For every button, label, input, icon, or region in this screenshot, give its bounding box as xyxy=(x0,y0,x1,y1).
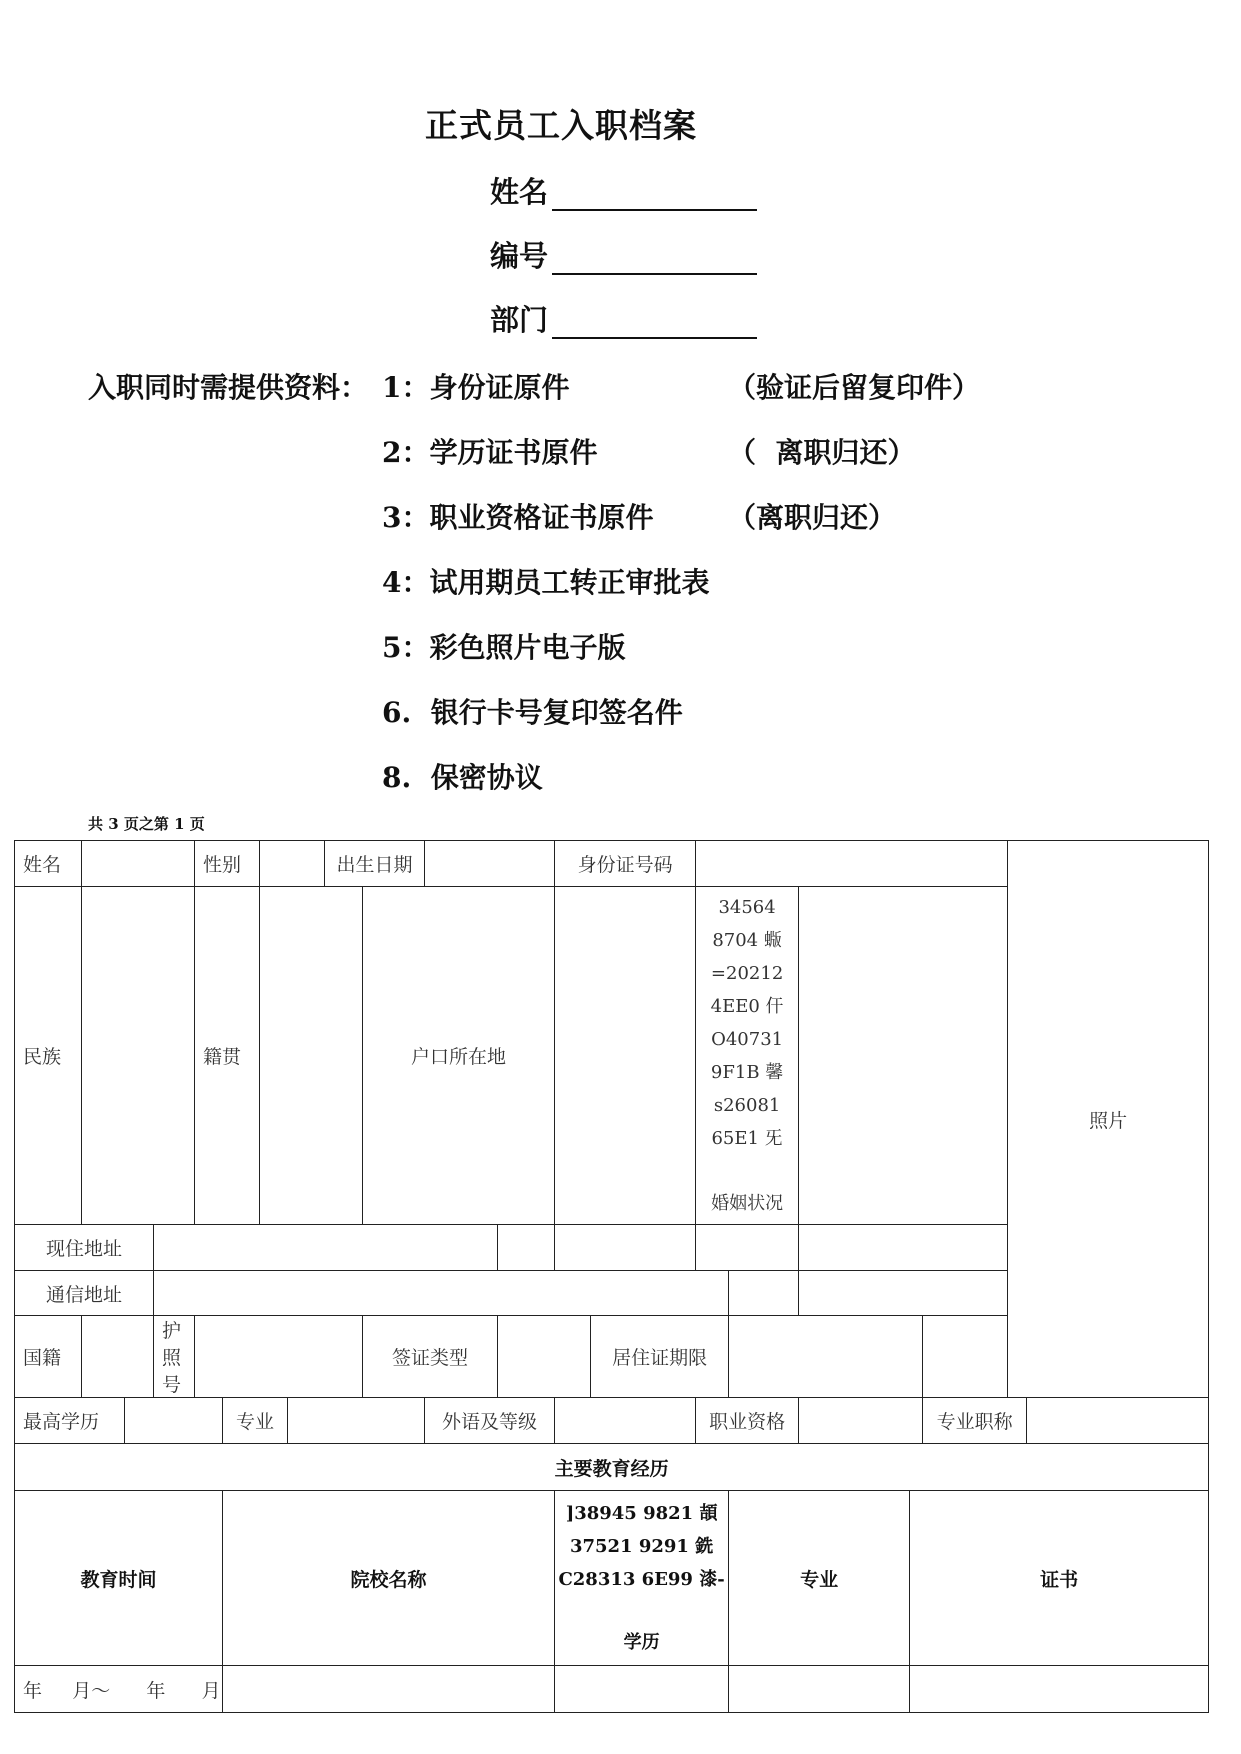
household-label-cell: 户口所在地 xyxy=(363,887,555,1225)
title-rank-label-cell: 专业职称 xyxy=(923,1398,1027,1444)
requirements-label: 入职同时需提供资料： xyxy=(88,371,369,404)
requirement-item: 6. 银行卡号复印签名件 xyxy=(382,696,683,729)
residence-period-input-cell[interactable] xyxy=(729,1316,923,1398)
name-label-cell: 姓名 xyxy=(15,841,82,887)
marital-input-cell[interactable] xyxy=(799,887,1008,1225)
requirement-item: 4：试用期员工转正审批表 xyxy=(382,566,710,599)
birth-date-label-cell: 出生日期 xyxy=(325,841,425,887)
title-rank-input-cell[interactable] xyxy=(1027,1398,1209,1444)
passport-input-cell[interactable] xyxy=(195,1316,363,1398)
page-info: 共 3 页之第 1 页 xyxy=(88,815,205,833)
degree-header xyxy=(555,1491,729,1666)
qualification-input-cell[interactable] xyxy=(799,1398,923,1444)
requirement-note: （ 离职归还） xyxy=(728,436,916,469)
edu-major-cell[interactable] xyxy=(729,1666,910,1713)
education-section-header: 主要教育经历 xyxy=(15,1444,1209,1491)
gender-label-cell: 性别 xyxy=(195,841,260,887)
name-input-cell[interactable] xyxy=(82,841,195,887)
degree-garbled-text: ]38945 9821 頡 37521 9291 銑 C28313 6E99 漆- 学历 xyxy=(557,1497,726,1659)
visa-type-input-cell[interactable] xyxy=(498,1316,591,1398)
native-place-label-cell: 籍贯 xyxy=(195,887,260,1225)
visa-type-label-cell: 签证类型 xyxy=(363,1316,498,1398)
requirement-note: （离职归还） xyxy=(728,501,897,534)
gender-input-cell[interactable] xyxy=(260,841,325,887)
requirement-item: 8. 保密协议 xyxy=(382,761,543,794)
degree-label: 学历 xyxy=(623,1632,660,1653)
qualification-label-cell: 职业资格 xyxy=(696,1398,799,1444)
mail-address-label-cell: 通信地址 xyxy=(15,1271,154,1316)
ethnicity-input-cell[interactable] xyxy=(82,887,195,1225)
residence-period-label-cell: 居住证期限 xyxy=(591,1316,729,1398)
id-number-label-cell: 身份证号码 xyxy=(555,841,696,887)
nationality-input-cell[interactable] xyxy=(82,1316,154,1398)
edu-certificate-cell[interactable] xyxy=(910,1666,1209,1713)
current-address-input-cell[interactable] xyxy=(154,1225,498,1271)
requirement-note: （验证后留复印件） xyxy=(728,371,981,404)
photo-cell[interactable]: 照片 xyxy=(1008,841,1209,1398)
school-header: 院校名称 xyxy=(223,1491,555,1666)
page-title: 正式员工入职档案 xyxy=(425,106,697,145)
id-garbled-text: 34564 8704 蝂 =20212 4EE0 仠 O40731 9F1B 馨 s26081 65E1 旡 婚姻状况 xyxy=(698,891,796,1220)
mail-address-extra-cell[interactable] xyxy=(729,1271,799,1316)
edu-school-cell[interactable] xyxy=(223,1666,555,1713)
birth-date-input-cell[interactable] xyxy=(425,841,555,887)
requirement-item: 2：学历证书原件 xyxy=(382,436,598,469)
number-label: 编号 xyxy=(490,239,549,273)
mail-address-input-cell[interactable] xyxy=(154,1271,729,1316)
department-field xyxy=(490,298,757,339)
name-field xyxy=(490,170,757,211)
marital-label: 婚姻状况 xyxy=(711,1193,784,1214)
language-label-cell: 外语及等级 xyxy=(425,1398,555,1444)
ethnicity-label-cell: 民族 xyxy=(15,887,82,1225)
current-address-extra-cell[interactable] xyxy=(555,1225,696,1271)
number-field xyxy=(490,234,757,275)
edu-major-header: 专业 xyxy=(729,1491,910,1666)
requirement-item: 3：职业资格证书原件 xyxy=(382,501,654,534)
current-address-label-cell: 现住地址 xyxy=(15,1225,154,1271)
requirement-item: 5：彩色照片电子版 xyxy=(382,631,626,664)
number-blank[interactable] xyxy=(552,245,757,275)
name-blank[interactable] xyxy=(552,181,757,211)
id-marital-cell xyxy=(696,887,799,1225)
native-place-input-cell[interactable] xyxy=(260,887,363,1225)
nationality-label-cell: 国籍 xyxy=(15,1316,82,1398)
edu-degree-cell[interactable] xyxy=(555,1666,729,1713)
major-label-cell: 专业 xyxy=(223,1398,288,1444)
department-label: 部门 xyxy=(490,303,549,337)
current-address-extra-cell[interactable] xyxy=(799,1225,1008,1271)
requirement-item: 1：身份证原件 xyxy=(382,371,570,404)
current-address-extra-cell[interactable] xyxy=(498,1225,555,1271)
employee-form-table xyxy=(14,840,1209,1713)
education-label-cell: 最高学历 xyxy=(15,1398,125,1444)
mail-address-extra-cell[interactable] xyxy=(799,1271,1008,1316)
education-input-cell[interactable] xyxy=(125,1398,223,1444)
edu-date-cell[interactable]: 年 月～ 年 月 xyxy=(15,1666,223,1713)
major-input-cell[interactable] xyxy=(288,1398,425,1444)
current-address-extra-cell[interactable] xyxy=(696,1225,799,1271)
household-input-cell[interactable] xyxy=(555,887,696,1225)
language-input-cell[interactable] xyxy=(555,1398,696,1444)
certificate-header: 证书 xyxy=(910,1491,1209,1666)
passport-label-cell: 护照号 xyxy=(154,1316,195,1398)
id-number-input-cell[interactable] xyxy=(696,841,1008,887)
name-label: 姓名 xyxy=(490,175,549,209)
edu-time-header: 教育时间 xyxy=(15,1491,223,1666)
department-blank[interactable] xyxy=(552,309,757,339)
